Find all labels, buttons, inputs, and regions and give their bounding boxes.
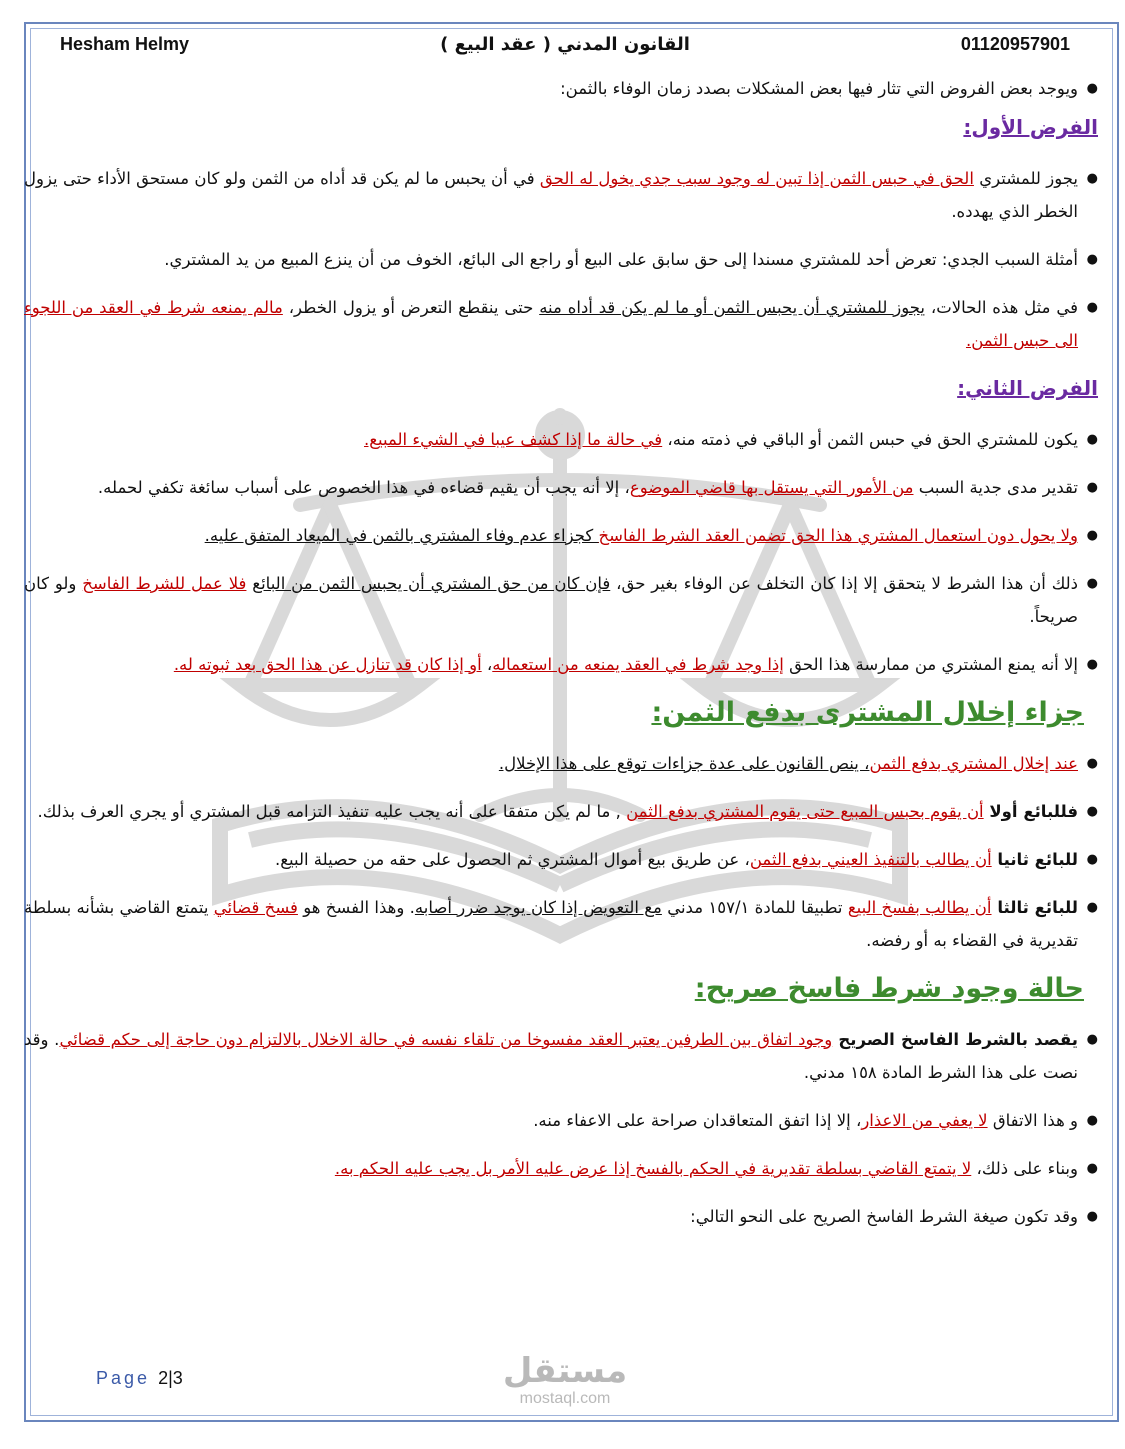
bullet-icon: ● [1086,852,1098,867]
header-title: القانون المدني ( عقد البيع ) [440,34,690,55]
footer-separator: | [168,1368,173,1388]
s4-paragraph-1: ● يقصد بالشرط الفاسخ الصريح وجود اتفاق بين الطرفين يعتبر العقد مفسوخا من تلقاء نفسه في حالة الاخلال بالالتزام دون حاجة إلى حكم قضائي. وقد نصت على هذا الشرط المادة ١٥٨ مدني. [24,1023,1098,1089]
footer-page-word: Page [96,1368,151,1388]
bullet-icon: ● [1086,252,1098,267]
s4-paragraph-3: ● وبناء على ذلك، لا يتمتع القاضي بسلطة تقديرية في الحكم بالفسخ إذا عرض عليه الأمر بل يجب عليه الحكم به. [24,1152,1098,1185]
bullet-icon: ● [1086,1113,1098,1128]
bullet-icon: ● [1086,1161,1098,1176]
s3-paragraph-4: ● للبائع ثالثا أن يطالب بفسخ البيع تطبيقا للمادة ١٥٧/١ مدني مع التعويض إذا كان يوجد ضرر أصابه. وهذا الفسخ هو فسخ قضائي يتمتع القاضي بشأنه بسلطة تقديرية في القضاء به أو رفضه. [24,891,1098,957]
bullet-icon: ● [1086,657,1098,672]
bullet-icon: ● [1086,900,1098,915]
bullet-icon: ● [1086,81,1098,96]
s3-paragraph-3: ● للبائع ثانيا أن يطالب بالتنفيذ العيني بدفع الثمن، عن طريق بيع أموال المشتري ثم الحصول على حقه من حصيلة البيع. [24,843,1098,876]
bullet-icon: ● [1086,528,1098,543]
page-header [60,34,1070,60]
f2-paragraph-5: ● إلا أنه يمنع المشتري من ممارسة هذا الحق إذا وجد شرط في العقد يمنعه من استعماله، أو إذا كان قد تنازل عن هذا الحق بعد ثبوته له. [24,648,1098,681]
bullet-icon: ● [1086,576,1098,591]
f1-paragraph-1: ● يجوز للمشتري الحق في حبس الثمن إذا تبين له وجود سبب جدي يخول له الحق في أن يحبس ما لم يكن قد أداه من الثمن ولو كان مستحق الأداء حتى يزول الخطر الذي يهدده. [24,162,1098,228]
f2-paragraph-1: ● يكون للمشتري الحق في حبس الثمن أو الباقي في ذمته منه، في حالة ما إذا كشف عيبا في الشيء المبيع. [24,423,1098,456]
s3-paragraph-1: ● عند إخلال المشتري بدفع الثمن، ينص القانون على عدة جزاءات توقع على هذا الإخلال. [24,747,1098,780]
logo-latin: mostaql.com [519,1390,611,1407]
mostaql-logo [490,1352,640,1422]
s4-paragraph-2: ● و هذا الاتفاق لا يعفي من الاعذار، إلا إذا اتفق المتعاقدان صراحة على الاعفاء منه. [24,1104,1098,1137]
bullet-icon: ● [1086,1209,1098,1224]
footer-page-number: 2 [158,1368,169,1388]
bullet-icon: ● [1086,432,1098,447]
f2-paragraph-3: ● ولا يحول دون استعمال المشتري هذا الحق تضمن العقد الشرط الفاسخ كجزاء عدم وفاء المشتري بالثمن في الميعاد المتفق عليه. [24,519,1098,552]
f2-paragraph-4: ● ذلك أن هذا الشرط لا يتحقق إلا إذا كان التخلف عن الوفاء بغير حق، فإن كان من حق المشتري أن يحبس الثمن من البائع فلا عمل للشرط الفاسخ ولو كان صريحاً. [24,567,1098,633]
intro-paragraph: ● ويوجد بعض الفروض التي تثار فيها بعض المشكلات بصدد زمان الوفاء بالثمن: [24,72,1098,105]
s4-paragraph-4: ● وقد تكون صيغة الشرط الفاسخ الصريح على النحو التالي: [24,1200,1098,1233]
bullet-icon: ● [1086,480,1098,495]
logo-arabic: مستقل [502,1351,628,1391]
heading-buyer-breach: جزاء إخلال المشترى بدفع الثمن: [651,697,1084,728]
f2-paragraph-2: ● تقدير مدى جدية السبب من الأمور التي يستقل بها قاضي الموضوع، إلا أنه يجب أن يقيم قضاءه في هذا الخصوص على أسباب سائغة تكفي لحمله. [24,471,1098,504]
footer-page-total: 3 [172,1368,183,1388]
bullet-icon: ● [1086,300,1098,315]
f1-paragraph-3: ● في مثل هذه الحالات، يجوز للمشتري أن يحبس الثمن أو ما لم يكن قد أداه منه حتى ينقطع التعرض أو يزول الخطر، مالم يمنعه شرط في العقد من اللجوء الى حبس الثمن. [24,291,1098,357]
document-body [24,72,1098,1248]
heading-first-case: الفرض الأول: [963,115,1098,139]
bullet-icon: ● [1086,756,1098,771]
bullet-icon: ● [1086,171,1098,186]
page-footer [96,1368,183,1389]
header-phone: 01120957901 [960,34,1070,54]
bullet-icon: ● [1086,1032,1098,1047]
heading-express-clause: حالة وجود شرط فاسخ صريح: [694,973,1084,1004]
s3-paragraph-2: ● فللبائع أولا أن يقوم بحبس المبيع حتى يقوم المشتري بدفع الثمن , ما لم يكن متفقا على أنه يجب عليه تنفيذ التزامه قبل المشتري أو يجري العرف بذلك. [24,795,1098,828]
f1-paragraph-2: ● أمثلة السبب الجدي: تعرض أحد للمشتري مسندا إلى حق سابق على البيع أو راجع الى البائع، الخوف من أن ينزع المبيع من يد المشتري. [24,243,1098,276]
header-author: Hesham Helmy [60,34,190,54]
bullet-icon: ● [1086,804,1098,819]
heading-second-case: الفرض الثاني: [957,376,1098,400]
